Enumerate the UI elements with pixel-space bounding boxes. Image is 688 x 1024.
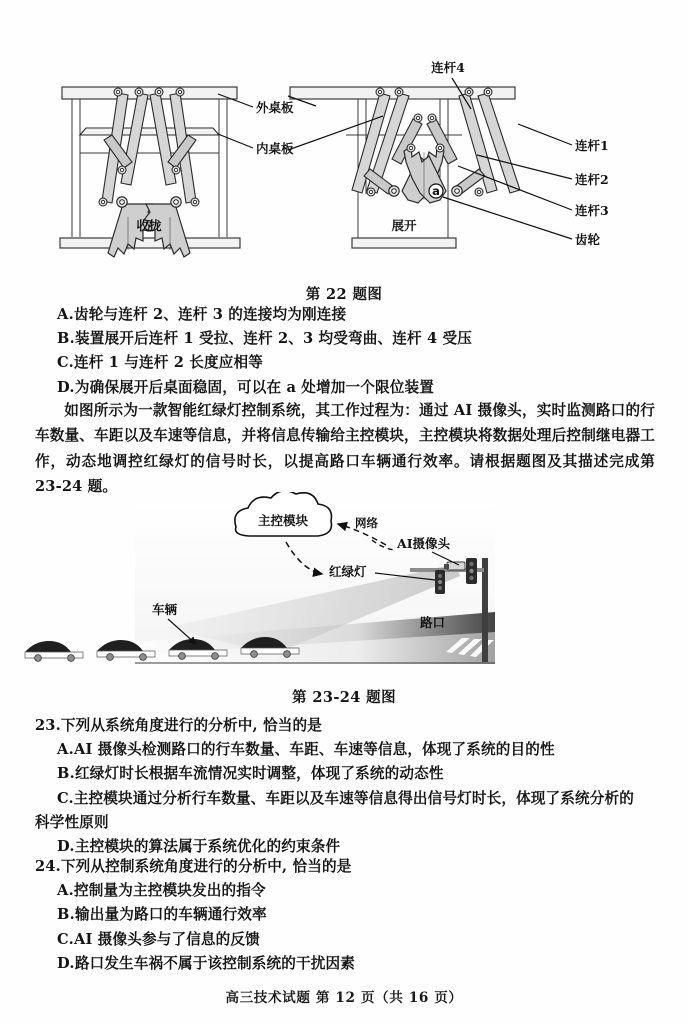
q23-number: 23. <box>35 717 61 734</box>
q22-option-d-label: D. <box>57 378 75 396</box>
cloud-main-module-label: 主控模块 <box>257 513 309 528</box>
q24-option-a-label: A. <box>57 882 75 900</box>
q24-stem <box>35 855 655 879</box>
q24-option-c-label: C. <box>57 930 75 948</box>
q22-option-c-text: 连杆 1 与连杆 2 长度应相等 <box>74 354 264 372</box>
open-assembly <box>290 87 520 248</box>
q24-option-a[interactable] <box>35 879 655 903</box>
figure22-point-a-label: a <box>432 184 440 198</box>
folded-assembly <box>60 87 240 257</box>
figure22-state-open-label: 展开 <box>391 218 417 233</box>
figure-22-caption: 第 22 题图 <box>305 286 383 303</box>
q23-option-b-text: 红绿灯时长根据车流情况实时调整，体现了系统的动态性 <box>75 765 444 783</box>
label-inner-board: 内桌板 <box>256 141 294 156</box>
label-link2: 连杆2 <box>575 172 609 187</box>
label-link4: 连杆4 <box>431 60 465 75</box>
q23-option-c[interactable] <box>35 787 655 835</box>
label-intersection: 路口 <box>420 615 446 630</box>
q24-option-b[interactable] <box>35 903 655 927</box>
q22-option-c[interactable] <box>35 351 655 375</box>
label-link1: 连杆1 <box>575 138 609 153</box>
q23-option-a-label: A. <box>57 741 75 759</box>
label-vehicles: 车辆 <box>152 602 178 617</box>
q23-option-a[interactable] <box>35 738 655 762</box>
figure-22-folding-table <box>0 52 688 274</box>
q22-option-b-text: 装置展开后连杆 1 受拉、连杆 2、3 均受弯曲、连杆 4 受压 <box>75 330 472 348</box>
q23-option-c-text: 主控模块通过分析行车数量、车距以及车速等信息得出信号灯时长，体现了系统分析的 <box>73 789 635 807</box>
leader-link3 <box>458 166 572 210</box>
q24-option-b-label: B. <box>57 906 76 924</box>
leader-link1 <box>518 124 572 145</box>
q23-option-d-text: 主控模块的算法属于系统优化的约束条件 <box>74 838 341 856</box>
q22-option-a-text: 齿轮与连杆 2、连杆 3 的连接均为刚连接 <box>74 306 347 323</box>
q23-option-d-label: D. <box>57 838 75 856</box>
q22-option-b-label: B. <box>57 330 76 348</box>
q22-option-c-label: C. <box>57 354 75 372</box>
q23-stem-text: 下列从系统角度进行的分析中, 恰当的是 <box>60 717 322 734</box>
q24-stem-text: 下列从控制系统角度进行的分析中, 恰当的是 <box>60 858 352 875</box>
q22-option-d[interactable] <box>35 376 655 400</box>
label-outer-board: 外桌板 <box>256 100 294 115</box>
q24-option-c[interactable] <box>35 928 655 952</box>
q22-option-d-text: 为确保展开后桌面稳固，可以在 a 处增加一个限位装置 <box>74 378 435 396</box>
q24-option-d-label: D. <box>57 954 75 972</box>
q23-option-c-label: C. <box>57 789 74 807</box>
label-ai-camera: AI摄像头 <box>397 536 451 551</box>
leader-gear <box>443 197 572 239</box>
q24-option-b-text: 输出量为路口的车辆通行效率 <box>75 906 267 924</box>
traffic-light-head-1 <box>466 558 477 584</box>
page-footer: 高三技术试题 第 12 页（共 16 页） <box>225 990 463 1006</box>
main-module-cloud <box>235 492 332 536</box>
vehicle <box>25 641 83 661</box>
question-23-24-stem <box>35 398 655 500</box>
q24-option-d[interactable] <box>35 952 655 976</box>
q24-option-c-text: AI 摄像头参与了信息的反馈 <box>74 930 260 948</box>
label-link3: 连杆3 <box>575 203 609 218</box>
label-network: 网络 <box>355 516 378 530</box>
leader-inner-board <box>218 134 253 148</box>
q23-option-a-text: AI 摄像头检测路口的行车数量、车距、车速等信息，体现了系统的目的性 <box>74 741 555 759</box>
q23-option-c-continuation: 科学性原则 <box>35 813 109 831</box>
question-24 <box>35 855 655 976</box>
q24-option-a-text: 控制量为主控模块发出的指令 <box>74 882 266 900</box>
label-traffic-light: 红绿灯 <box>329 564 367 579</box>
q22-option-a[interactable] <box>35 303 655 327</box>
figure22-state-folded-label: 收拢 <box>136 218 162 233</box>
traffic-pole <box>482 558 488 662</box>
q24-number: 24. <box>35 858 61 875</box>
label-gear: 齿轮 <box>575 232 601 247</box>
q2324-stem-text: 如图所示为一款智能红绿灯控制系统，其工作过程为：通过 AI 摄像头，实时监测路口的行车数量、车距以及车速等信息，并将信息传输给主控模块，主控模块将数据处理后控制继电器工作，动态地调控红绿灯的信号时长，以提高路口车辆通行效率。请根据题图及其描述完成第 23-24 题。 <box>35 402 655 496</box>
question-23 <box>35 714 655 859</box>
figure-23-24-traffic-system <box>0 492 688 680</box>
question-22-options <box>35 303 655 400</box>
q23-stem <box>35 714 655 738</box>
q23-option-b[interactable] <box>35 762 655 786</box>
figure-23-24-caption: 第 23-24 题图 <box>292 689 396 706</box>
q24-option-d-text: 路口发生车祸不属于该控制系统的干扰因素 <box>74 954 355 972</box>
q22-option-a-label: A. <box>57 306 75 323</box>
q23-option-b-label: B. <box>57 765 76 783</box>
traffic-light-head-2 <box>435 570 445 594</box>
q22-option-b[interactable] <box>35 327 655 351</box>
